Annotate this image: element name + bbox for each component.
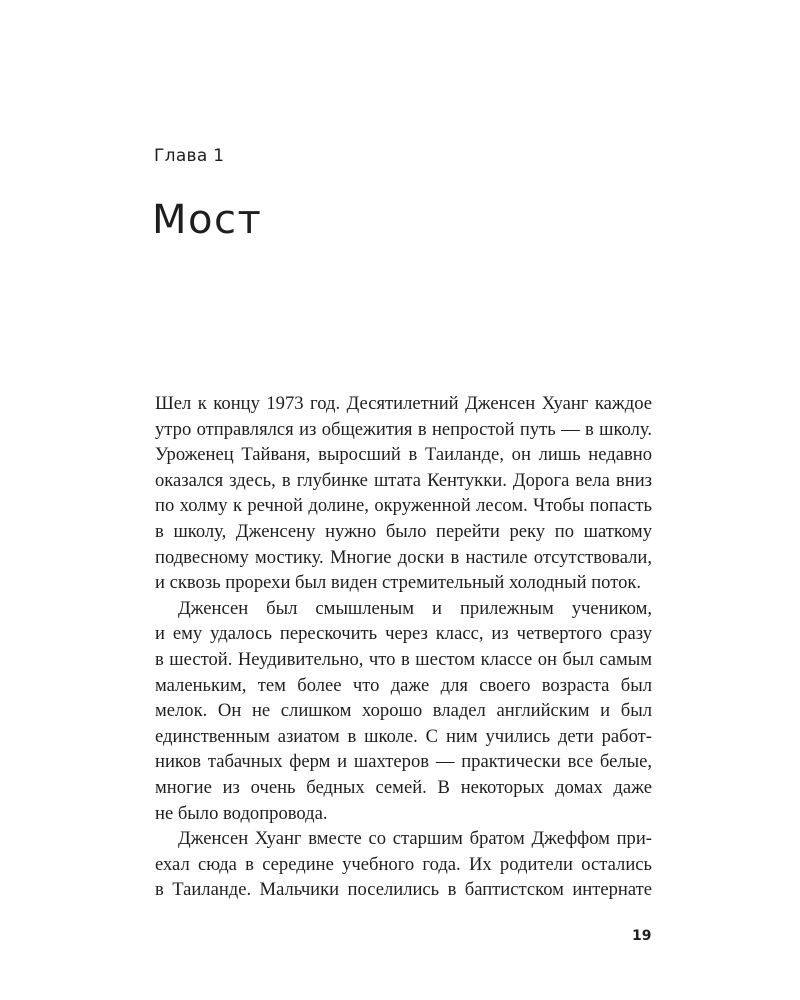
text-line: Уроженец Тайваня, выросший в Таиланде, он лишь недавно [155, 444, 652, 466]
text-line: в Таиланде. Мальчики поселились в баптистском интернате [155, 879, 652, 901]
text-line: в шестой. Неудивительно, что в шестом классе он был самым [155, 648, 652, 670]
text-line: не было водопровода. [155, 802, 328, 824]
text-line: оказался здесь, в глубинке штата Кентукки. Дорога вела вниз [155, 469, 652, 491]
chapter-title: Мост [152, 197, 263, 243]
text-line: по холму к речной долине, окруженной лесом. Чтобы попасть [155, 495, 652, 517]
page-number: 19 [632, 928, 652, 944]
text-line: подвесному мостику. Многие доски в настиле отсутствовали, [155, 546, 652, 568]
text-line: Дженсен Хуанг вместе со старшим братом Джеффом при- [178, 828, 652, 850]
text-line: в школу, Дженсену нужно было перейти реку по шаткому [155, 520, 652, 542]
text-line: ников табачных ферм и шахтеров — практически все белые, [155, 751, 652, 773]
text-line: ехал сюда в середине учебного года. Их родители остались [155, 853, 652, 875]
text-line: и сквозь прорехи был виден стремительный холодный поток. [155, 572, 642, 594]
body-text [155, 391, 652, 903]
text-line: маленьким, тем более что даже для своего возраста был [155, 674, 652, 696]
text-line: Дженсен был смышленым и прилежным учеником, [178, 597, 652, 619]
text-line: и ему удалось перескочить через класс, из четвертого сразу [155, 623, 652, 645]
chapter-label: Глава 1 [154, 146, 225, 166]
text-line: мелок. Он не слишком хорошо владел английским и был [155, 700, 652, 722]
text-line: утро отправлялся из общежития в непростой путь — в школу. [155, 418, 652, 440]
text-line: многие из очень бедных семей. В некоторых домах даже [155, 776, 652, 798]
text-line: Шел к концу 1973 год. Десятилетний Дженсен Хуанг каждое [155, 393, 652, 414]
text-line: единственным азиатом в школе. С ним учились дети работ- [155, 725, 652, 747]
